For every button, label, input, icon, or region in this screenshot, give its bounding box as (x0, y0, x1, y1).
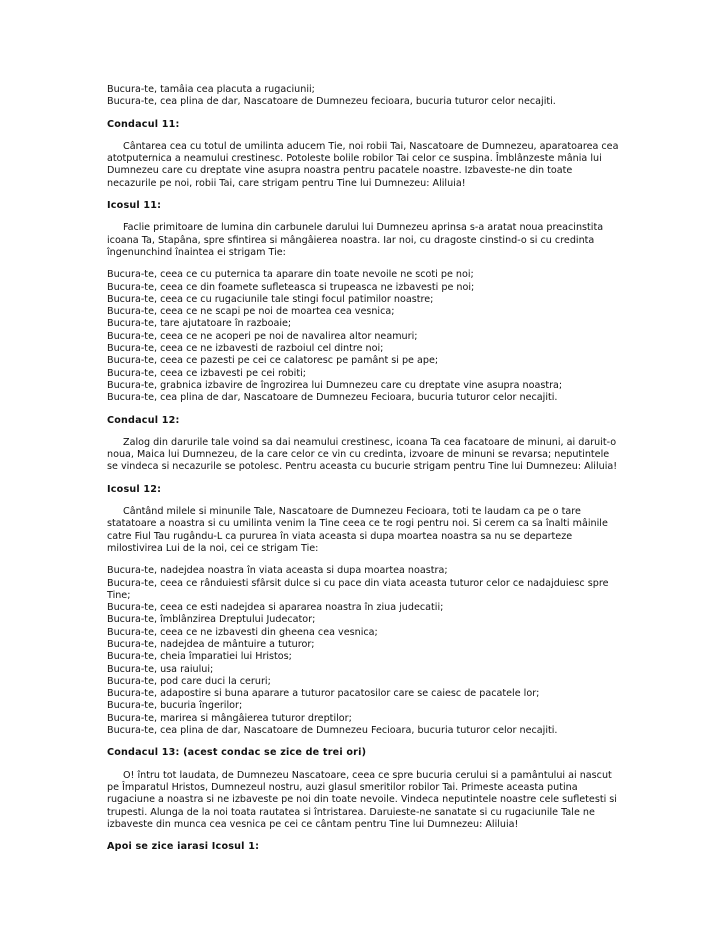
icos-line: Bucura-te, tare ajutatoare în razboaie; (107, 318, 292, 330)
condac-12-text: Zalog din darurile tale voind sa dai neamului crestinesc, icoana Ta cea facatoare de minuni, ai daruit-o noua, Maica lui Dumnezeu, de la care celor ce vin cu credinta, izvoare de minuni se revarsa; neputintele se vindeca si necazurile se potolesc. Pentru aceasta cu bucurie strigam pentru Tine lui Dumnezeu: Aliluia! (107, 436, 618, 473)
icos-line: Bucura-te, pod care duci la ceruri; (107, 675, 271, 687)
icos-line: Bucura-te, ceea ce izbavesti pe cei robiti; (107, 367, 306, 379)
icos-line: Bucura-te, adapostire si buna aparare a tuturor pacatosilor care se caiesc de pacatele lor; (107, 688, 540, 700)
icos-line: Bucura-te, nadejdea noastra în viata aceasta si dupa moartea noastra; (107, 565, 448, 577)
icos-line: Bucura-te, ceea ce pazesti pe cei ce calatoresc pe pamânt si pe ape; (107, 355, 439, 367)
condac-11-text: Cântarea cea cu totul de umilinta aducem Tie, noi robii Tai, Nascatoare de Dumnezeu, aparatoarea cea atotputernica a neamului crestinesc. Potoleste bolile robilor Tai celor ce suspina. Îmblânzeste mânia lui Dumnezeu care cu dreptate vine asupra noastra pentru pacatele noastre. Izbaveste-ne din toate necazurile pe noi, robii Tai, care strigam pentru Tine lui Dumnezeu: Aliluia! (107, 140, 619, 189)
icos-line: Bucura-te, ceea ce ne izbavesti din gheena cea vesnica; (107, 626, 378, 638)
condac-13-text: O! întru tot laudata, de Dumnezeu Nascatoare, ceea ce spre bucuria cerului si a pamântului ai nascut pe Împaratul Hristos, Dumnezeul nostru, auzi glasul smeritilor robilor Tai. Primeste aceasta putina rugaciune a noastra si ne izbaveste pe noi din toate nevoile. Vindeca neputintele noastre cele sufletesti si trupesti. Alunga de la noi toata rautatea si întristarea. Daruieste-ne sanatate si cu rugaciunile Tale ne izbaveste din munca cea vesnica pe cei ce cântam pentru Tine lui Dumnezeu: Aliluia! (107, 769, 617, 830)
document-page (107, 84, 623, 863)
icos-line: Bucura-te, îmblânzirea Dreptului Judecator; (107, 614, 316, 626)
icos-11-text: Faclie primitoare de lumina din carbunele darului lui Dumnezeu aprinsa s-a aratat noua preacinstita icoana Ta, Stapâna, spre sfintirea si mângâierea noastra. Iar noi, cu dragoste cinstind-o si cu credinta îngenunchind înaintea ei strigam Tie: (107, 222, 604, 258)
intro-line: Bucura-te, cea plina de dar, Nascatoare de Dumnezeu fecioara, bucuria tuturor celor necajiti. (107, 96, 556, 108)
icos-line: Bucura-te, ceea ce din foamete sufleteasca si trupeasca ne izbavesti pe noi; (107, 281, 475, 293)
icos-line: Bucura-te, bucuria îngerilor; (107, 700, 243, 712)
icos-line: Bucura-te, ceea ce ne izbavesti de razboiul cel dintre noi; (107, 343, 384, 355)
icos-line: Bucura-te, cea plina de dar, Nascatoare de Dumnezeu Fecioara, bucuria tuturor celor necajiti. (107, 725, 558, 737)
icos-line: Bucura-te, ceea ce rânduiesti sfârsit dulce si cu pace din viata aceasta tuturor celor ce nadajduiesc spre Tine; (107, 577, 609, 601)
condac-13-heading: Condacul 13: (acest condac se zice de trei ori) (107, 747, 367, 759)
icos-line: Bucura-te, nadejdea de mântuire a tuturor; (107, 638, 315, 650)
intro-line: Bucura-te, tamâia cea placuta a rugaciunii; (107, 84, 315, 95)
icos-line: Bucura-te, ceea ce cu puternica ta aparare din toate nevoile ne scoti pe noi; (107, 269, 474, 281)
condac-12-heading: Condacul 12: (107, 414, 180, 426)
intro-lines (107, 84, 623, 109)
icos-line: Bucura-te, cheia împaratiei lui Hristos; (107, 651, 292, 663)
closing-heading: Apoi se zice iarasi Icosul 1: (107, 841, 260, 853)
icos-line: Bucura-te, grabnica izbavire de îngrozirea lui Dumnezeu care cu dreptate vine asupra noastra; (107, 379, 563, 391)
icos-12-heading: Icosul 12: (107, 483, 162, 495)
icos-12-lines (107, 565, 623, 737)
icos-line: Bucura-te, ceea ce cu rugaciunile tale stingi focul patimilor noastre; (107, 293, 434, 305)
icos-line: Bucura-te, marirea si mângâierea tuturor dreptilor; (107, 712, 352, 724)
icos-line: Bucura-te, ceea ce ne scapi pe noi de moartea cea vesnica; (107, 306, 395, 318)
icos-line: Bucura-te, ceea ce ne acoperi pe noi de navalirea altor neamuri; (107, 330, 418, 342)
icos-line: Bucura-te, cea plina de dar, Nascatoare de Dumnezeu Fecioara, bucuria tuturor celor necajiti. (107, 392, 558, 404)
icos-11-heading: Icosul 11: (107, 200, 162, 212)
icos-line: Bucura-te, usa raiului; (107, 663, 214, 675)
condac-11-heading: Condacul 11: (107, 118, 180, 130)
icos-line: Bucura-te, ceea ce esti nadejdea si apararea noastra în ziua judecatii; (107, 602, 444, 614)
icos-11-lines (107, 269, 623, 404)
icos-12-text: Cântând milele si minunile Tale, Nascatoare de Dumnezeu Fecioara, toti te laudam ca pe o tare statatoare a noastra si cu umilinta venim la Tine ceea ce te rogi pentru noi. Si cerem ca sa înalti mâinile catre Fiul Tau rugându-L ca pururea în viata aceasta si dupa moartea noastra sa nu se departeze milostivirea Lui de la noi, cei ce strigam Tie: (107, 506, 608, 554)
